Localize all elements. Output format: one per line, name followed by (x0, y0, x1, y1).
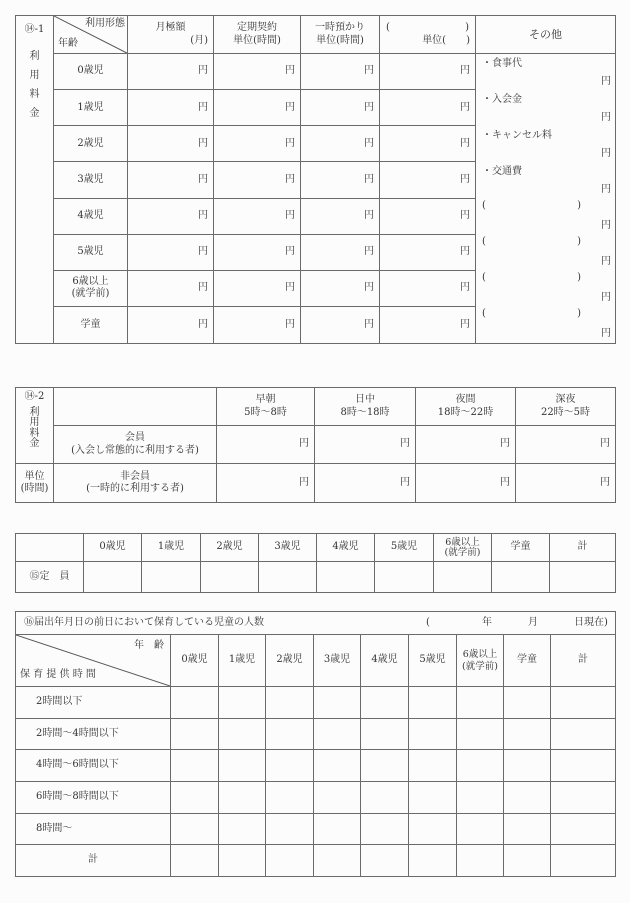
count-cell[interactable] (457, 750, 504, 782)
corner-bottom-label: 年齢 (58, 37, 78, 49)
row-label: 6時間～8時間以下 (16, 782, 171, 814)
count-cell[interactable] (551, 782, 616, 814)
table-row (16, 814, 616, 845)
side-char: 金 (29, 438, 40, 449)
count-cell[interactable] (314, 750, 361, 782)
col-header-line2: 単位( ) (422, 34, 470, 46)
col-header-line1: 月極額 (155, 22, 186, 34)
count-cell[interactable] (171, 814, 219, 845)
fee-cell[interactable]: 円 (516, 464, 616, 503)
table-row (16, 719, 616, 750)
other-item-blank[interactable] (482, 270, 611, 306)
capacity-cell[interactable] (492, 562, 550, 593)
age-line1: 6歳以上 (72, 275, 109, 287)
other-item-label: ・キャンセル料 (482, 130, 552, 142)
fee-cell[interactable]: 円 (380, 162, 476, 198)
period-name: 深夜 (555, 394, 576, 405)
age-cell: 3歳児 (54, 162, 128, 198)
count-cell[interactable] (171, 687, 219, 719)
row-label: 計 (16, 845, 171, 877)
fee-cell[interactable]: 円 (128, 234, 214, 270)
other-fees-cell (476, 54, 616, 344)
count-cell[interactable] (361, 750, 409, 782)
count-cell[interactable] (457, 687, 504, 719)
other-item-admission[interactable] (482, 90, 611, 126)
yen-unit: 円 (601, 111, 611, 123)
period-header (217, 388, 315, 426)
col-header-line2: (就学前) (462, 660, 498, 672)
count-cell[interactable] (266, 782, 314, 814)
period-time: 22時～5時 (540, 406, 591, 418)
count-cell[interactable] (551, 719, 616, 750)
col-header-line1: 定期契約 (237, 22, 277, 34)
fee-cell[interactable]: 円 (128, 126, 214, 162)
fee-cell[interactable]: 円 (217, 464, 315, 503)
col-header: 3歳児 (259, 534, 317, 562)
col-header: 5歳児 (375, 534, 434, 562)
count-cell[interactable] (314, 845, 361, 877)
count-cell[interactable] (551, 845, 616, 877)
paren-open: ( (482, 200, 486, 212)
other-item-label: ・食事代 (482, 58, 522, 70)
fee-cell[interactable]: 円 (416, 426, 516, 464)
period-time: 8時～18時 (340, 406, 390, 418)
side-char: 利 (29, 406, 40, 418)
count-cell[interactable] (551, 750, 616, 782)
period-header (416, 388, 516, 426)
count-cell[interactable] (504, 782, 551, 814)
count-cell[interactable] (171, 750, 219, 782)
count-cell[interactable] (504, 814, 551, 845)
fee-cell[interactable]: 円 (301, 54, 380, 90)
col-header-other: その他 (476, 16, 616, 54)
paren-open: ( (482, 308, 486, 320)
fee-cell[interactable]: 円 (416, 464, 516, 503)
count-cell[interactable] (361, 782, 409, 814)
age-cell: 1歳児 (54, 90, 128, 126)
other-item-blank[interactable] (482, 198, 611, 234)
side-char: 料 (29, 427, 40, 439)
count-cell[interactable] (504, 719, 551, 750)
corner-top-label: 利用形態 (85, 18, 125, 29)
col-header (457, 635, 504, 687)
children-count-table (15, 611, 616, 877)
fee-cell[interactable]: 円 (380, 90, 476, 126)
count-cell[interactable] (457, 814, 504, 845)
usage-fee-table (15, 15, 616, 344)
paren-close: ) (577, 200, 581, 212)
count-cell[interactable] (409, 782, 457, 814)
table-row (16, 845, 616, 877)
count-cell[interactable] (266, 845, 314, 877)
count-cell[interactable] (361, 719, 409, 750)
fee-cell[interactable]: 円 (217, 426, 315, 464)
side-char: 金 (29, 107, 40, 119)
blank-header (16, 534, 84, 562)
col-header: 計 (551, 635, 616, 687)
period-name: 夜間 (455, 394, 476, 405)
section-number: ⑭-2 (24, 391, 45, 402)
capacity-cell[interactable] (375, 562, 434, 593)
col-header: 0歳児 (171, 635, 219, 687)
capacity-cell[interactable] (84, 562, 142, 593)
yen-unit: 円 (601, 327, 611, 339)
fee-cell[interactable]: 円 (214, 126, 301, 162)
member-label (54, 426, 217, 464)
age-cell: 0歳児 (54, 54, 128, 90)
fee-cell[interactable]: 円 (214, 198, 301, 234)
fee-cell[interactable]: 円 (301, 126, 380, 162)
capacity-label: ⑮定 員 (16, 562, 84, 593)
col-header: 3歳児 (314, 635, 361, 687)
section-label (16, 388, 54, 464)
col-header: 4歳児 (361, 635, 409, 687)
col-header-regular (214, 16, 301, 54)
date-paren-open: ( (426, 617, 430, 628)
period-header (315, 388, 416, 426)
age-cell: 学童 (54, 306, 128, 343)
date-month: 月 (528, 617, 538, 628)
yen-unit: 円 (601, 219, 611, 231)
fee-cell[interactable]: 円 (128, 198, 214, 234)
count-cell[interactable] (409, 719, 457, 750)
fee-cell[interactable]: 円 (128, 54, 214, 90)
count-cell[interactable] (314, 814, 361, 845)
count-cell[interactable] (219, 750, 266, 782)
capacity-cell[interactable] (142, 562, 201, 593)
paren-close: ) (577, 236, 581, 248)
age-cell: 4歳児 (54, 198, 128, 234)
yen-unit: 円 (601, 147, 611, 159)
count-cell[interactable] (314, 687, 361, 719)
count-cell[interactable] (361, 845, 409, 877)
col-header-custom (380, 16, 476, 54)
section-label (16, 16, 54, 344)
other-item-transport[interactable] (482, 162, 611, 198)
member-line1: 非会員 (120, 470, 150, 482)
count-cell[interactable] (361, 814, 409, 845)
count-cell[interactable] (409, 845, 457, 877)
paren-close: ) (577, 272, 581, 284)
count-cell[interactable] (504, 845, 551, 877)
fee-cell[interactable]: 円 (128, 270, 214, 306)
side-char: 用 (29, 417, 40, 428)
col-header-line1: 一時預かり (315, 22, 365, 34)
paren-open: ( (386, 22, 390, 34)
table-row (16, 687, 616, 719)
table-row (16, 750, 616, 782)
section-number: ⑭-1 (24, 24, 45, 35)
fee-cell[interactable]: 円 (214, 270, 301, 306)
corner-bottom-label: 保 育 提 供 時 間 (20, 668, 96, 680)
period-name: 早朝 (255, 394, 276, 405)
period-header (516, 388, 616, 426)
col-header: 4歳児 (317, 534, 375, 562)
count-cell[interactable] (171, 845, 219, 877)
yen-unit: 円 (601, 75, 611, 87)
yen-unit: 円 (601, 291, 611, 303)
fee-cell[interactable]: 円 (380, 198, 476, 234)
member-line2: (入会し常態的に利用する者) (71, 444, 199, 456)
row-label: 8時間～ (16, 814, 171, 845)
fee-cell[interactable]: 円 (380, 270, 476, 306)
member-line1: 会員 (125, 432, 145, 443)
paren-close: ) (577, 308, 581, 320)
capacity-table (15, 533, 616, 593)
fee-cell[interactable]: 円 (214, 54, 301, 90)
count-cell[interactable] (219, 719, 266, 750)
fee-cell[interactable]: 円 (128, 162, 214, 198)
other-item-blank[interactable] (482, 306, 611, 342)
col-header-monthly (128, 16, 214, 54)
count-cell[interactable] (457, 845, 504, 877)
period-time: 18時～22時 (437, 406, 494, 418)
period-name: 日中 (355, 394, 375, 405)
fee-cell[interactable]: 円 (128, 306, 214, 343)
col-header: 学童 (492, 534, 550, 562)
fee-cell[interactable]: 円 (380, 234, 476, 270)
paren-close: ) (465, 22, 469, 34)
other-item-cancel[interactable] (482, 126, 611, 162)
age-cell: 2歳児 (54, 126, 128, 162)
corner-top-label: 年 齢 (134, 640, 164, 651)
date-year: 年 (482, 617, 492, 628)
member-label (54, 464, 217, 503)
count-cell[interactable] (361, 687, 409, 719)
table-row (16, 782, 616, 814)
count-cell[interactable] (219, 687, 266, 719)
table-title-row (16, 612, 616, 635)
fee-cell[interactable]: 円 (315, 426, 416, 464)
col-header-line2: 単位(時間) (316, 34, 364, 46)
unit-line1: 単位 (24, 470, 45, 482)
col-header-line2: (就学前) (444, 546, 481, 558)
yen-unit: 円 (601, 183, 611, 195)
fee-cell[interactable]: 円 (214, 306, 301, 343)
count-cell[interactable] (551, 814, 616, 845)
col-header-line1: 6歳以上 (462, 648, 498, 660)
col-header-line2: 単位(時間) (233, 34, 281, 46)
fee-cell[interactable]: 円 (301, 198, 380, 234)
capacity-cell[interactable] (259, 562, 317, 593)
fee-cell[interactable]: 円 (301, 162, 380, 198)
count-cell[interactable] (266, 719, 314, 750)
count-cell[interactable] (551, 687, 616, 719)
count-cell[interactable] (457, 719, 504, 750)
capacity-cell[interactable] (317, 562, 375, 593)
col-header: 5歳児 (409, 635, 457, 687)
count-cell[interactable] (219, 845, 266, 877)
unit-label (16, 464, 54, 503)
col-header: 計 (550, 534, 616, 562)
capacity-cell[interactable] (434, 562, 492, 593)
count-cell[interactable] (314, 719, 361, 750)
fee-cell[interactable]: 円 (301, 270, 380, 306)
count-cell[interactable] (409, 814, 457, 845)
row-label: 2時間～4時間以下 (16, 719, 171, 750)
fee-cell[interactable]: 円 (214, 234, 301, 270)
count-cell[interactable] (219, 814, 266, 845)
age-cell (54, 270, 128, 306)
col-header (434, 534, 492, 562)
member-line2: (一時的に利用する者) (86, 483, 184, 494)
col-header-temporary (301, 16, 380, 54)
count-cell[interactable] (504, 687, 551, 719)
count-cell[interactable] (266, 814, 314, 845)
other-item-blank[interactable] (482, 234, 611, 270)
paren-open: ( (482, 272, 486, 284)
age-cell: 5歳児 (54, 234, 128, 270)
age-line2: (就学前) (71, 288, 110, 300)
corner-header (54, 16, 128, 54)
col-header-line1: 6歳以上 (445, 536, 480, 548)
yen-unit: 円 (601, 255, 611, 267)
fee-cell[interactable]: 円 (380, 126, 476, 162)
col-header: 0歳児 (84, 534, 142, 562)
col-header: 2歳児 (266, 635, 314, 687)
fee-cell[interactable]: 円 (214, 90, 301, 126)
side-char: 料 (29, 88, 40, 100)
col-header-line2: (月) (190, 34, 208, 46)
fee-cell[interactable]: 円 (301, 234, 380, 270)
unit-line2: (時間) (20, 483, 49, 494)
fee-cell[interactable]: 円 (301, 306, 380, 343)
row-label: 4時間～6時間以下 (16, 750, 171, 782)
row-label: 2時間以下 (16, 687, 171, 719)
fee-cell[interactable]: 円 (128, 90, 214, 126)
count-cell[interactable] (171, 782, 219, 814)
blank-header (54, 388, 217, 426)
other-item-label: ・入会金 (482, 94, 522, 106)
date-day: 日現在) (574, 617, 608, 628)
time-fee-table (15, 387, 616, 503)
corner-header (16, 635, 171, 687)
col-header: 2歳児 (201, 534, 259, 562)
count-cell[interactable] (409, 687, 457, 719)
paren-open: ( (482, 236, 486, 248)
fee-cell[interactable]: 円 (380, 306, 476, 343)
fee-cell[interactable]: 円 (214, 162, 301, 198)
side-char: 利 (29, 50, 40, 62)
fee-cell[interactable]: 円 (315, 464, 416, 503)
col-header: 1歳児 (219, 635, 266, 687)
count-cell[interactable] (457, 782, 504, 814)
count-cell[interactable] (266, 750, 314, 782)
fee-cell[interactable]: 円 (380, 54, 476, 90)
count-cell[interactable] (266, 687, 314, 719)
count-cell[interactable] (409, 750, 457, 782)
fee-cell[interactable]: 円 (516, 426, 616, 464)
count-cell[interactable] (219, 782, 266, 814)
count-cell[interactable] (314, 782, 361, 814)
table-title: ⑯届出年月日の前日において保育している児童の人数 (24, 617, 264, 628)
count-cell[interactable] (504, 750, 551, 782)
side-char: 用 (29, 69, 40, 81)
col-header: 学童 (504, 635, 551, 687)
count-cell[interactable] (171, 719, 219, 750)
fee-cell[interactable]: 円 (301, 90, 380, 126)
capacity-cell[interactable] (201, 562, 259, 593)
col-header: 1歳児 (142, 534, 201, 562)
capacity-cell[interactable] (550, 562, 616, 593)
period-time: 5時～8時 (244, 406, 287, 418)
other-item-label: ・交通費 (482, 166, 522, 178)
other-item-meal[interactable] (482, 54, 611, 90)
